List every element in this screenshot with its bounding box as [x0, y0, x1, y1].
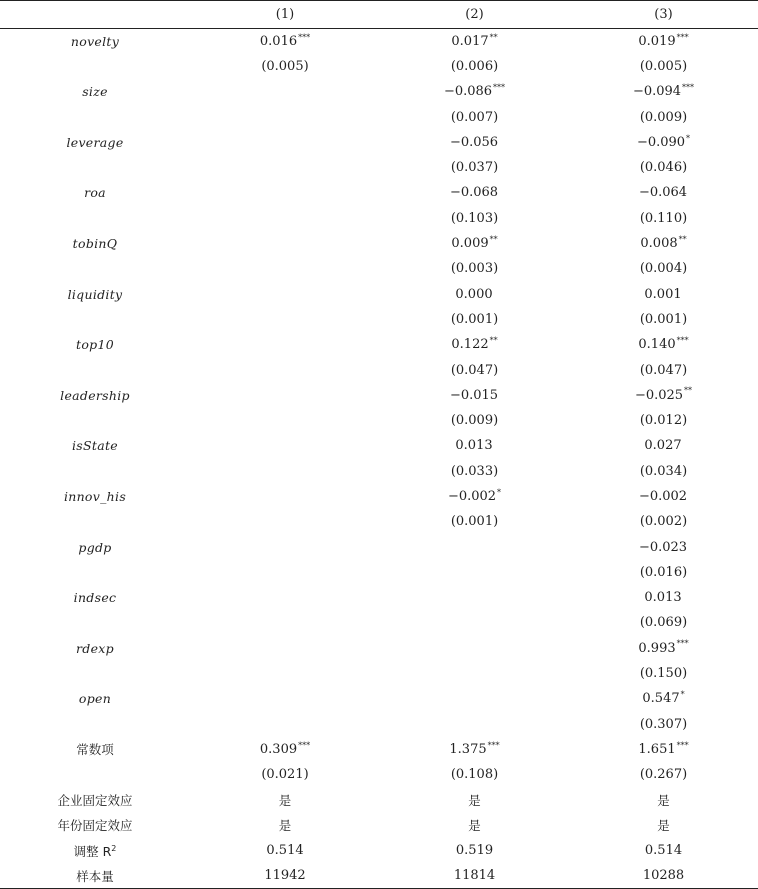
standard-error-cell	[190, 206, 380, 231]
standard-error-cell: (0.103)	[450, 210, 499, 226]
table-row-se	[0, 459, 758, 484]
coefficient-value: 0.016	[259, 33, 298, 49]
significance-stars: ***	[676, 335, 689, 345]
footer-row	[0, 838, 758, 863]
coef-cell	[380, 231, 569, 256]
coef-cell	[569, 636, 758, 661]
header-cell-model-1: (1)	[190, 1, 380, 29]
standard-error-cell: (0.069)	[639, 615, 688, 631]
header-cell-model-2: (2)	[380, 1, 569, 29]
table-row	[0, 585, 758, 610]
table-row	[0, 383, 758, 408]
variable-name: roa	[84, 185, 106, 201]
coef-cell	[569, 332, 758, 357]
standard-error-cell: (0.002)	[639, 514, 688, 530]
empty-cell	[0, 712, 190, 737]
footer-value-cell	[380, 863, 569, 888]
footer-value-cell	[380, 838, 569, 863]
variable-name: liquidity	[67, 286, 123, 302]
variable-name: tobinQ	[72, 236, 118, 252]
footer-value-cell	[190, 838, 380, 863]
coef-cell	[380, 332, 569, 357]
coef-cell	[190, 585, 380, 610]
significance-stars: **	[684, 386, 693, 396]
coef-cell	[380, 585, 569, 610]
variable-name: novelty	[70, 33, 120, 49]
standard-error-cell	[380, 712, 569, 737]
table-row-se	[0, 357, 758, 382]
significance-stars: ***	[298, 740, 311, 750]
coefficient-value: 0.013	[455, 438, 493, 454]
coefficient-value: 0.001	[644, 286, 682, 302]
coef-cell	[190, 281, 380, 306]
empty-cell	[0, 408, 190, 433]
standard-error-cell: (0.046)	[639, 160, 688, 176]
standard-error-cell: (0.307)	[639, 716, 688, 732]
table-row-se	[0, 206, 758, 231]
variable-name: 常数项	[76, 742, 114, 758]
table-row	[0, 231, 758, 256]
table-row	[0, 79, 758, 104]
footer-row	[0, 813, 758, 838]
table-row	[0, 130, 758, 155]
empty-cell	[0, 357, 190, 382]
standard-error-cell: (0.009)	[639, 109, 688, 125]
footer-value-cell	[569, 787, 758, 812]
variable-name: leadership	[60, 387, 130, 403]
empty-cell	[0, 509, 190, 534]
significance-stars: **	[489, 335, 498, 345]
coefficient-value: 0.122	[451, 337, 489, 353]
standard-error-cell	[190, 357, 380, 382]
coefficient-value: 0.019	[638, 33, 676, 49]
coef-cell	[190, 686, 380, 711]
coef-cell	[190, 130, 380, 155]
footer-value: 是	[468, 793, 481, 809]
footer-value-cell	[569, 838, 758, 863]
footer-value: 是	[278, 818, 292, 834]
empty-cell	[0, 610, 190, 635]
table-row-se	[0, 155, 758, 180]
significance-stars: *	[686, 133, 691, 143]
coefficient-value: −0.056	[449, 134, 499, 150]
table-row	[0, 180, 758, 205]
empty-cell	[0, 762, 190, 787]
coef-cell	[380, 130, 569, 155]
variable-name: indsec	[73, 590, 117, 606]
empty-cell	[0, 307, 190, 332]
coef-cell	[380, 180, 569, 205]
standard-error-cell	[190, 256, 380, 281]
standard-error-cell: (0.005)	[261, 58, 309, 74]
footer-value-cell	[190, 813, 380, 838]
footer-value-cell	[380, 813, 569, 838]
coef-cell	[569, 534, 758, 559]
standard-error-cell: (0.001)	[639, 311, 688, 327]
coef-cell	[380, 534, 569, 559]
table-row-se	[0, 54, 758, 79]
coefficient-value: 0.000	[455, 286, 493, 302]
coefficient-value: −0.094	[632, 84, 682, 100]
coefficient-value: −0.015	[449, 387, 499, 403]
standard-error-cell: (0.037)	[450, 160, 499, 176]
coefficient-value: −0.023	[638, 539, 688, 555]
footer-value-cell	[190, 863, 380, 888]
standard-error-cell: (0.007)	[450, 109, 499, 125]
coef-cell	[190, 433, 380, 458]
empty-cell	[0, 560, 190, 585]
coef-cell	[569, 231, 758, 256]
coef-cell	[569, 281, 758, 306]
empty-cell	[0, 155, 190, 180]
footer-row	[0, 787, 758, 812]
coef-cell	[190, 332, 380, 357]
coef-cell	[380, 281, 569, 306]
coef-cell	[190, 534, 380, 559]
standard-error-cell	[190, 307, 380, 332]
standard-error-cell	[190, 104, 380, 129]
standard-error-cell: (0.047)	[450, 362, 499, 378]
footer-value: 10288	[642, 868, 685, 884]
coef-cell	[569, 29, 758, 54]
coef-cell	[380, 29, 569, 54]
footer-value: 0.519	[455, 843, 494, 859]
table-row	[0, 737, 758, 762]
standard-error-cell	[190, 712, 380, 737]
table-row-se	[0, 712, 758, 737]
footer-value-cell	[569, 863, 758, 888]
table-row-se	[0, 307, 758, 332]
footer-value: 0.514	[644, 843, 683, 859]
coefficient-value: −0.068	[449, 185, 499, 201]
standard-error-cell: (0.034)	[639, 463, 688, 479]
coef-cell	[190, 484, 380, 509]
variable-name: size	[82, 84, 108, 100]
standard-error-cell: (0.005)	[639, 58, 688, 74]
standard-error-cell: (0.033)	[450, 463, 499, 479]
footer-value: 是	[278, 793, 292, 809]
significance-stars: ***	[676, 32, 689, 42]
coef-cell	[380, 737, 569, 762]
coef-cell	[569, 130, 758, 155]
header-cell-model-3: (3)	[569, 1, 758, 29]
variable-name: open	[78, 691, 112, 707]
coefficient-value: 0.993	[638, 640, 676, 656]
footer-label: 年份固定效应	[57, 818, 133, 834]
footer-value-cell	[569, 813, 758, 838]
coefficient-value: 0.017	[451, 33, 489, 49]
coef-cell	[190, 737, 380, 762]
standard-error-cell: (0.150)	[639, 666, 688, 682]
standard-error-cell: (0.004)	[639, 261, 688, 277]
coef-cell	[380, 433, 569, 458]
coefficient-value: 0.140	[638, 337, 676, 353]
significance-stars: ***	[676, 740, 689, 750]
standard-error-cell	[190, 560, 380, 585]
coef-cell	[380, 484, 569, 509]
variable-name: innov_his	[63, 488, 127, 504]
coef-cell	[190, 636, 380, 661]
standard-error-cell: (0.009)	[450, 413, 499, 429]
coef-cell	[569, 737, 758, 762]
table-row-se	[0, 610, 758, 635]
footer-label: 调整 R	[73, 843, 112, 859]
footer-label-cell	[0, 838, 190, 863]
standard-error-cell: (0.003)	[450, 261, 499, 277]
variable-name: rdexp	[76, 640, 114, 656]
standard-error-cell: (0.021)	[261, 767, 309, 783]
coef-cell	[569, 484, 758, 509]
table-row-se	[0, 104, 758, 129]
significance-stars: ***	[493, 82, 506, 92]
standard-error-cell	[190, 610, 380, 635]
coefficient-value: −0.090	[636, 134, 686, 150]
table-body	[0, 29, 758, 889]
significance-stars: *	[497, 487, 502, 497]
coef-cell	[569, 383, 758, 408]
standard-error-cell	[190, 408, 380, 433]
coef-cell	[569, 686, 758, 711]
coef-cell	[190, 29, 380, 54]
standard-error-cell: (0.047)	[639, 362, 688, 378]
coefficient-value: 1.651	[638, 741, 676, 757]
coef-cell	[380, 686, 569, 711]
coefficient-value: 0.013	[644, 590, 682, 606]
standard-error-cell	[380, 610, 569, 635]
coefficient-value: 0.009	[451, 236, 489, 252]
footer-value: 0.514	[266, 843, 304, 859]
table-row	[0, 29, 758, 54]
empty-cell	[0, 256, 190, 281]
table-row	[0, 636, 758, 661]
significance-stars: *	[680, 690, 685, 700]
variable-name: isState	[72, 438, 118, 454]
standard-error-cell: (0.012)	[639, 413, 688, 429]
coef-cell	[380, 79, 569, 104]
coefficient-value: 1.375	[449, 741, 487, 757]
coef-cell	[569, 585, 758, 610]
coefficient-value: 0.027	[644, 438, 682, 454]
significance-stars: ***	[682, 82, 695, 92]
coefficient-value: −0.002	[638, 488, 688, 504]
standard-error-cell	[190, 459, 380, 484]
coefficient-value: −0.025	[634, 387, 684, 403]
standard-error-cell	[190, 155, 380, 180]
standard-error-cell: (0.108)	[450, 767, 499, 783]
standard-error-cell	[380, 661, 569, 686]
coef-cell	[190, 231, 380, 256]
empty-cell	[0, 104, 190, 129]
standard-error-cell: (0.006)	[450, 58, 499, 74]
footer-value: 是	[657, 818, 670, 834]
footer-label-cell	[0, 787, 190, 812]
footer-value-cell	[380, 787, 569, 812]
significance-stars: ***	[487, 740, 500, 750]
table-row	[0, 281, 758, 306]
coefficient-value: 0.309	[259, 741, 298, 757]
table-row-se	[0, 661, 758, 686]
table-row	[0, 332, 758, 357]
table-row-se	[0, 408, 758, 433]
table-row-se	[0, 256, 758, 281]
coef-cell	[569, 180, 758, 205]
footer-label-cell	[0, 863, 190, 888]
coefficient-value: −0.064	[638, 185, 688, 201]
superscript: 2	[111, 843, 117, 853]
standard-error-cell: (0.016)	[639, 564, 688, 580]
coef-cell	[190, 383, 380, 408]
footer-value-cell	[190, 787, 380, 812]
table-row	[0, 484, 758, 509]
significance-stars: **	[489, 32, 498, 42]
empty-cell	[0, 459, 190, 484]
footer-label: 企业固定效应	[57, 793, 133, 809]
footer-value: 是	[468, 818, 481, 834]
footer-label-cell	[0, 813, 190, 838]
footer-value: 11942	[264, 868, 306, 884]
table-row	[0, 534, 758, 559]
significance-stars: ***	[676, 639, 689, 649]
empty-cell	[0, 661, 190, 686]
footer-row	[0, 863, 758, 888]
empty-cell	[0, 54, 190, 79]
variable-name: pgdp	[78, 539, 112, 555]
coefficient-value: −0.086	[443, 84, 493, 100]
table-row-se	[0, 509, 758, 534]
coefficient-value: 0.547	[642, 691, 680, 707]
header-row	[0, 1, 758, 29]
coef-cell	[569, 433, 758, 458]
standard-error-cell	[190, 509, 380, 534]
coef-cell	[380, 636, 569, 661]
standard-error-cell: (0.110)	[639, 210, 688, 226]
coefficient-value: 0.008	[640, 236, 678, 252]
standard-error-cell: (0.001)	[450, 311, 499, 327]
header-cell-variable	[0, 1, 190, 29]
table-row	[0, 686, 758, 711]
footer-value: 11814	[453, 868, 496, 884]
coef-cell	[190, 79, 380, 104]
significance-stars: ***	[298, 32, 311, 42]
table-row-se	[0, 762, 758, 787]
standard-error-cell	[190, 661, 380, 686]
coefficient-value: −0.002	[447, 488, 497, 504]
footer-value: 是	[657, 793, 670, 809]
coef-cell	[569, 79, 758, 104]
coef-cell	[190, 180, 380, 205]
significance-stars: **	[678, 234, 687, 244]
footer-label: 样本量	[76, 868, 114, 884]
variable-name: leverage	[66, 134, 124, 150]
table-row-se	[0, 560, 758, 585]
standard-error-cell: (0.001)	[450, 514, 499, 530]
standard-error-cell: (0.267)	[639, 767, 688, 783]
standard-error-cell	[380, 560, 569, 585]
significance-stars: **	[489, 234, 498, 244]
coef-cell	[380, 383, 569, 408]
variable-name: top10	[76, 337, 114, 353]
empty-cell	[0, 206, 190, 231]
table-row	[0, 433, 758, 458]
